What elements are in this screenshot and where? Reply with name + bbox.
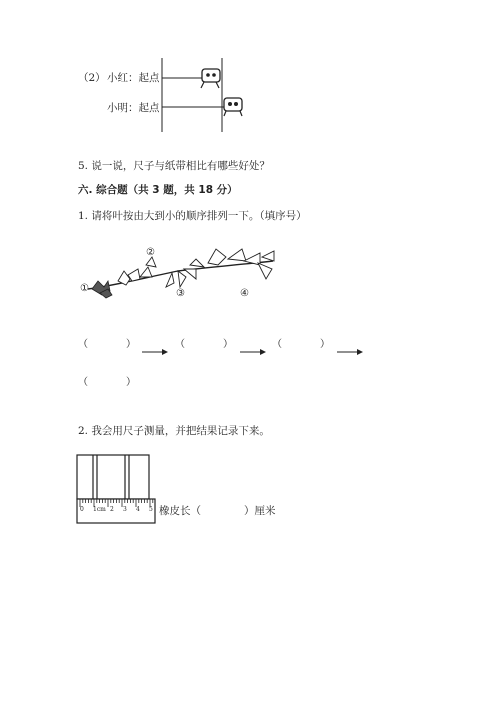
xiaoming-start-label: 小明：起点 — [107, 102, 160, 114]
leaf-label-1: ① — [80, 283, 89, 294]
q6-1-text: 1. 请将叶按由大到小的顺序排列一下。（填序号） — [78, 210, 307, 222]
ruler-icon — [77, 499, 155, 523]
ruler-tick-label-1: 1cm — [93, 506, 106, 513]
xiaohong-start-label: 小红：起点 — [107, 72, 160, 84]
leaf-label-3: ③ — [176, 288, 185, 299]
ruler-tick-label-3: 3 — [123, 506, 127, 513]
race-diagram — [158, 58, 248, 138]
eraser-length-prefix: 橡皮长（ — [159, 505, 201, 517]
ruler-tick-label-5: 5 — [149, 506, 153, 513]
eraser-and-ruler-illustration — [77, 455, 157, 527]
ruler-tick-label-0: 0 — [80, 506, 84, 513]
leaf-3-icon — [166, 259, 204, 287]
leaf-label-4: ④ — [240, 288, 249, 299]
order-arrow-1 — [142, 348, 168, 356]
order-blank-1[interactable]: （ ） — [78, 339, 138, 350]
eraser-length-blank[interactable] — [210, 503, 244, 517]
eraser-length-suffix: ）厘米 — [244, 505, 276, 517]
q5-text: 5. 说一说，尺子与纸带相比有哪些好处？ — [78, 160, 270, 172]
order-arrow-2 — [240, 348, 266, 356]
q4-part-number: （2） — [78, 72, 106, 84]
eraser-icon — [77, 455, 149, 499]
xiaohong-runner-icon — [201, 69, 220, 88]
xiaoming-runner-icon — [224, 98, 242, 116]
ruler-tick-label-2: 2 — [110, 506, 114, 513]
q6-2-text: 2. 我会用尺子测量，并把结果记录下来。 — [78, 425, 270, 437]
leaf-1-icon — [92, 281, 112, 298]
order-blank-2[interactable]: （ ） — [175, 339, 235, 350]
ruler-tick-label-4: 4 — [136, 506, 140, 513]
leaf-label-2: ② — [146, 247, 155, 258]
order-blank-4[interactable]: （ ） — [78, 377, 138, 388]
leaf-2-icon — [118, 257, 156, 285]
order-arrow-3 — [337, 348, 363, 356]
section6-title: 六. 综合题（共 3 题，共 18 分） — [78, 184, 238, 196]
order-blank-3[interactable]: （ ） — [272, 339, 332, 350]
